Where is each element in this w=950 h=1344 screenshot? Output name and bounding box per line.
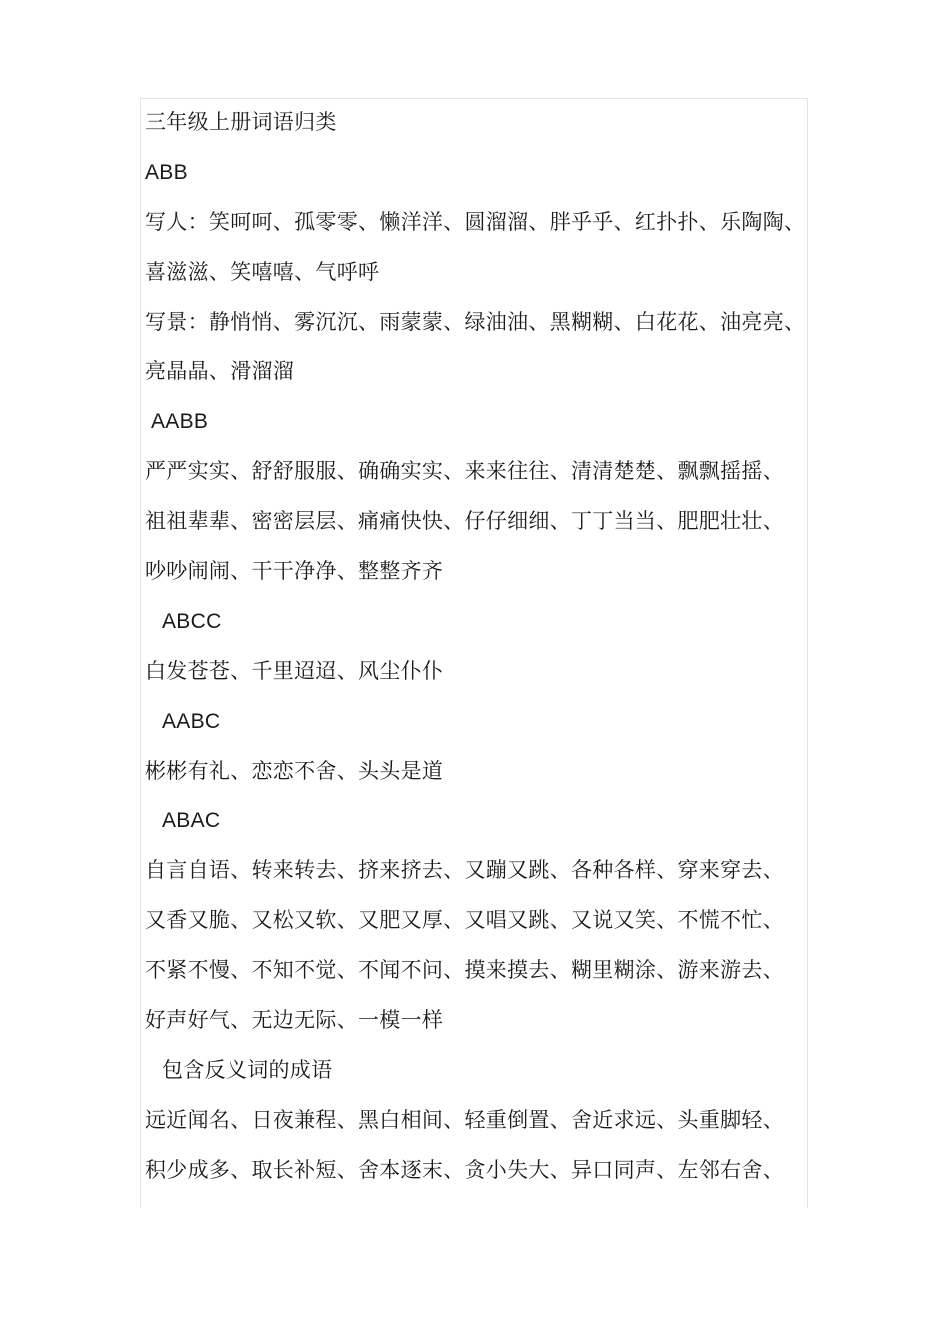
abac-line: 自言自语、转来转去、挤来挤去、又蹦又跳、各种各样、穿来穿去、 [145, 858, 784, 883]
aabb-line: 吵吵闹闹、干干净净、整整齐齐 [145, 559, 444, 584]
section-heading-abcc: ABCC [162, 609, 222, 633]
antonym-idioms-line: 远近闻名、日夜兼程、黑白相间、轻重倒置、舍近求远、头重脚轻、 [145, 1107, 784, 1132]
section-heading-antonym-idioms: 包含反义词的成语 [162, 1057, 333, 1082]
aabb-line: 祖祖辈辈、密密层层、痛痛快快、仔仔细细、丁丁当当、肥肥壮壮、 [145, 509, 784, 534]
abb-line: 亮晶晶、滑溜溜 [145, 359, 295, 384]
abac-line: 又香又脆、又松又软、又肥又厚、又唱又跳、又说又笑、不慌不忙、 [145, 908, 784, 933]
antonym-idioms-line: 积少成多、取长补短、舍本逐末、贪小失大、异口同声、左邻右舍、 [145, 1157, 784, 1182]
document-body [145, 98, 813, 1196]
aabc-line: 彬彬有礼、恋恋不舍、头头是道 [145, 758, 444, 783]
abb-line: 喜滋滋、笑嘻嘻、气呼呼 [145, 259, 380, 284]
document-title: 三年级上册词语归类 [145, 110, 337, 134]
section-heading-aabb: AABB [151, 410, 209, 434]
abac-line: 好声好气、无边无际、一模一样 [145, 1008, 444, 1033]
section-heading-aabc: AABC [162, 709, 221, 733]
abac-line: 不紧不慢、不知不觉、不闻不问、摸来摸去、糊里糊涂、游来游去、 [145, 958, 784, 983]
abb-line: 写人：笑呵呵、孤零零、懒洋洋、圆溜溜、胖乎乎、红扑扑、乐陶陶、 [145, 209, 806, 234]
aabb-line: 严严实实、舒舒服服、确确实实、来来往往、清清楚楚、飘飘摇摇、 [145, 459, 784, 484]
section-heading-abb: ABB [145, 160, 188, 184]
abb-line: 写景：静悄悄、雾沉沉、雨蒙蒙、绿油油、黑糊糊、白花花、油亮亮、 [145, 309, 806, 334]
section-heading-abac: ABAC [162, 809, 221, 833]
abcc-line: 白发苍苍、千里迢迢、风尘仆仆 [145, 658, 444, 683]
